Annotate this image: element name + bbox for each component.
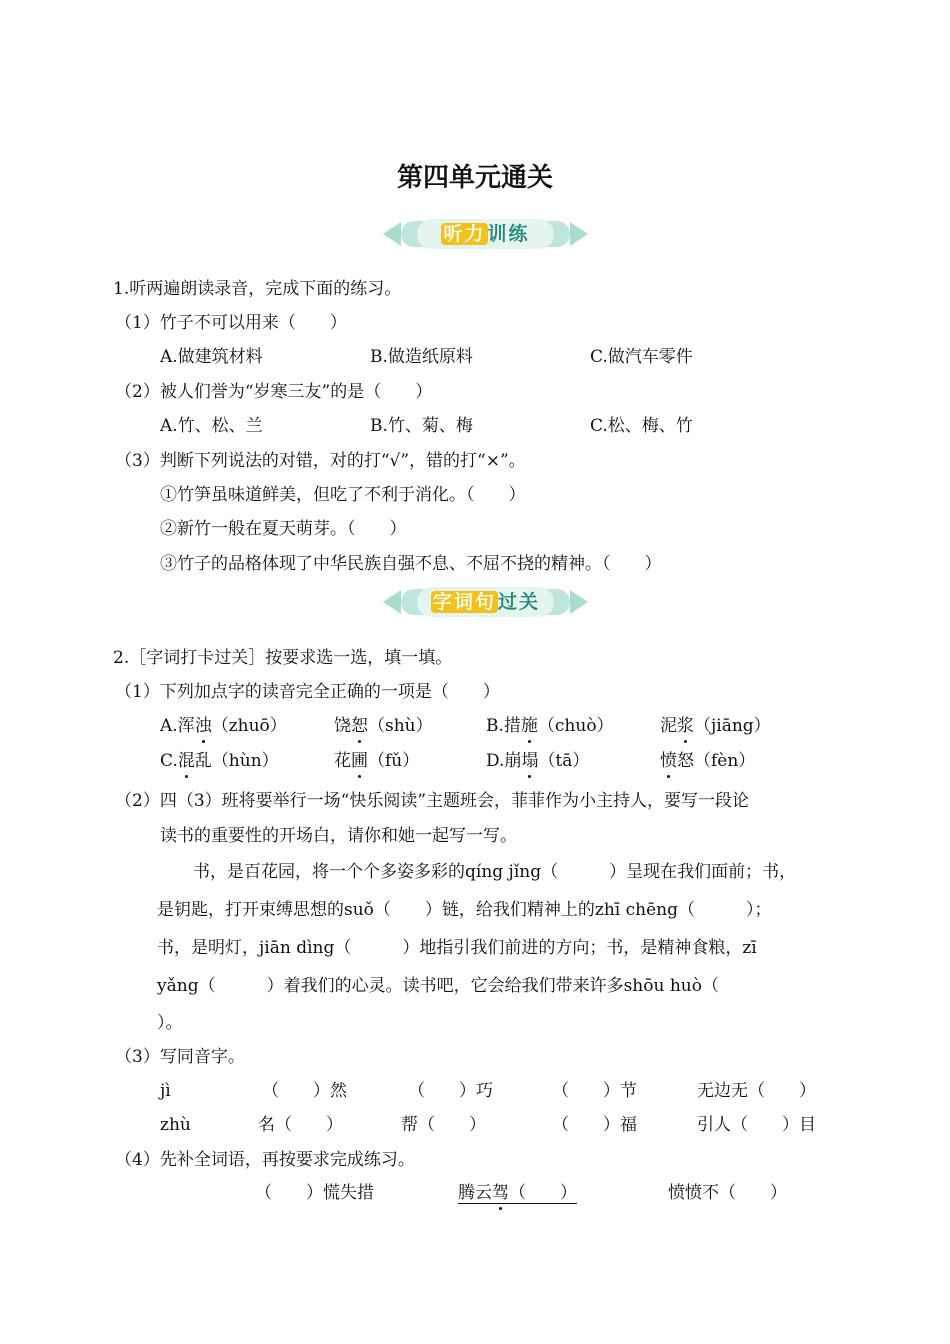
idiom-2: 腾云驾（ ） [458, 1183, 577, 1203]
ji-blank-2: （ ）巧 [408, 1081, 493, 1101]
q2-part1: （1）下列加点字的读音完全正确的一项是（ ） [115, 682, 500, 702]
ji-blank-1: （ ）然 [262, 1081, 347, 1101]
q2-part4: （4）先补全词语，再按要求完成练习。 [115, 1150, 415, 1170]
section-banner-vocabulary [383, 585, 588, 619]
banner-highlight: 听力 [443, 223, 486, 245]
pinyin-ji: jì [160, 1081, 171, 1101]
zhu-blank-2: 帮（ ） [401, 1115, 486, 1135]
zhu-blank-4: 引人（ ）目 [697, 1115, 816, 1135]
q2-option-a-2: 饶恕（shù） [334, 716, 433, 736]
q2-option-b-1: B.措施（chuò） [486, 716, 614, 736]
q2-option-c-2: 花圃（fǔ） [334, 751, 420, 771]
q2-option-a-1: A.浑浊（zhuō） [160, 716, 287, 736]
q1-p1-option-b: B.做造纸原料 [370, 347, 473, 367]
q1-p2-option-c: C.松、梅、竹 [590, 416, 693, 436]
paragraph-line2: 是钥匙，打开束缚思想的suǒ（ ）链，给我们精神上的zhī chēng（ ）； [157, 900, 772, 920]
q1-p3-item1: ①竹笋虽味道鲜美，但吃了不利于消化。（ ） [160, 485, 526, 505]
ji-blank-3: （ ）节 [552, 1081, 637, 1101]
pinyin-zhu: zhù [160, 1115, 191, 1135]
q2-part2-line2: 读书的重要性的开场白，请你和她一起写一写。 [160, 826, 517, 846]
banner-rest: 训练 [487, 223, 530, 245]
q1-p1-option-a: A.做建筑材料 [160, 347, 263, 367]
idiom-3: 愤愤不（ ） [668, 1183, 787, 1203]
q1-p3-item2: ②新竹一般在夏天萌芽。（ ） [160, 519, 407, 539]
q2-option-d-1: D.崩塌（tā） [486, 751, 590, 771]
q2-part3: （3）写同音字。 [115, 1047, 245, 1067]
q1-p2-option-a: A.竹、松、兰 [160, 416, 263, 436]
q2-stem: 2.［字词打卡过关］按要求选一选，填一填。 [113, 648, 453, 668]
q1-stem: 1.听两遍朗读录音，完成下面的练习。 [113, 279, 402, 299]
banner-highlight: 字词句 [432, 591, 496, 613]
banner-rest: 过关 [498, 591, 541, 613]
zhu-blank-3: （ ）福 [552, 1115, 637, 1135]
q2-option-b-2: 泥浆（jiāng） [660, 716, 771, 736]
q1-part3: （3）判断下列说法的对错，对的打“√”，错的打“×”。 [115, 451, 526, 471]
q2-part2-line1: （2）四（3）班将要举行一场“快乐阅读”主题班会，菲菲作为小主持人，要写一段论 [115, 791, 750, 811]
paragraph-line5: ）。 [157, 1013, 183, 1033]
zhu-blank-1: 名（ ） [258, 1115, 343, 1135]
ji-blank-4: 无边无（ ） [697, 1081, 816, 1101]
q2-option-c-1: C.混乱（hùn） [160, 751, 279, 771]
q2-option-d-2: 愤怒（fèn） [660, 751, 756, 771]
q1-p2-option-b: B.竹、菊、梅 [370, 416, 473, 436]
paragraph-line1: 书，是百花园，将一个个多姿多彩的qíng jǐng（ ）呈现在我们面前；书， [193, 862, 797, 882]
page-title: 第四单元通关 [396, 163, 553, 193]
q1-p3-item3: ③竹子的品格体现了中华民族自强不息、不屈不挠的精神。（ ） [160, 554, 662, 574]
q1-p1-option-c: C.做汽车零件 [590, 347, 693, 367]
q1-part2: （2）被人们誉为“岁寒三友”的是（ ） [115, 382, 433, 402]
q1-part1: （1）竹子不可以用来（ ） [115, 313, 347, 333]
section-banner-listening [383, 217, 588, 251]
paragraph-line4: yǎng（ ）着我们的心灵。读书吧，它会给我们带来许多shōu huò（ [157, 976, 719, 996]
paragraph-line3: 书，是明灯，jiān dìng（ ）地指引我们前进的方向；书，是精神食粮，zī [157, 938, 757, 958]
idiom-1: （ ）慌失措 [255, 1183, 374, 1203]
